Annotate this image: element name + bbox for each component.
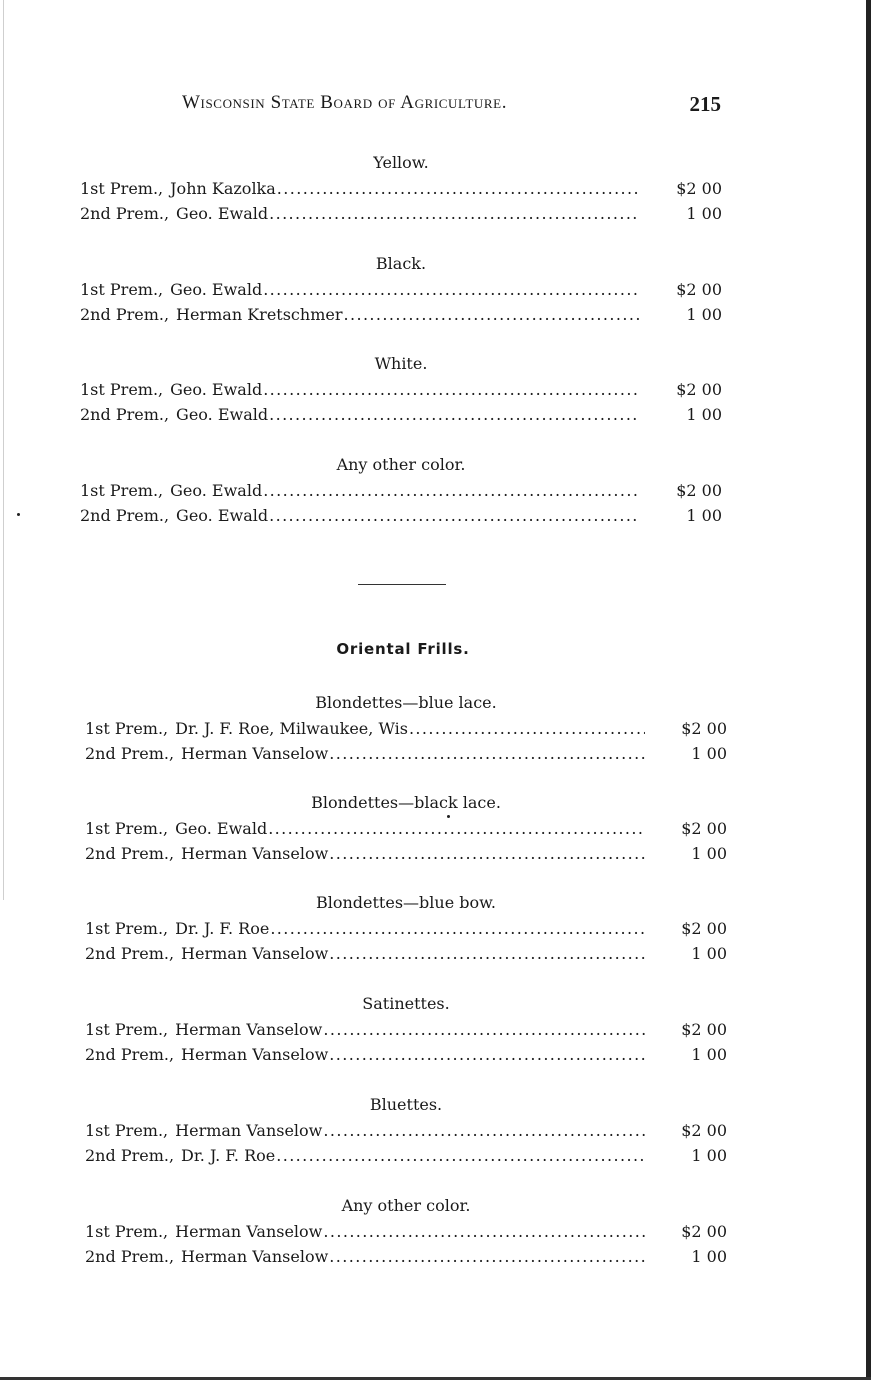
premium-row	[85, 1017, 727, 1042]
premium-rank: 2nd Prem.,	[85, 1146, 175, 1165]
dot-leader	[329, 1244, 645, 1269]
premium-section-black	[80, 251, 722, 327]
dot-leader	[270, 916, 645, 941]
running-title: Wisconsin State Board of Agriculture.	[182, 92, 508, 113]
premium-rank: 2nd Prem.,	[80, 305, 170, 324]
section-heading: Bluettes.	[369, 1095, 443, 1114]
premium-amount: $2 00	[681, 719, 727, 738]
premium-row	[85, 1143, 727, 1168]
premium-row	[80, 201, 722, 226]
premium-row	[80, 402, 722, 427]
premium-winner: Geo. Ewald	[170, 481, 263, 500]
premium-rank: 1st Prem.,	[85, 1121, 169, 1140]
scan-speck	[447, 815, 450, 818]
premium-rank: 2nd Prem.,	[80, 204, 170, 223]
premium-rank: 2nd Prem.,	[80, 405, 170, 424]
section-heading: Satinettes.	[362, 994, 450, 1013]
dot-leader	[269, 402, 640, 427]
section-heading: Any other color.	[336, 455, 466, 474]
premium-row	[85, 816, 727, 841]
premium-amount: 1 00	[686, 305, 722, 324]
section-heading: Blondettes—black lace.	[311, 793, 501, 812]
dot-leader	[276, 1143, 645, 1168]
premium-rank: 2nd Prem.,	[85, 744, 175, 763]
premium-rank: 2nd Prem.,	[85, 1045, 175, 1064]
premium-rank: 1st Prem.,	[80, 179, 164, 198]
dot-leader	[263, 377, 640, 402]
premium-section-any-other-color	[80, 452, 722, 528]
dot-leader	[269, 503, 640, 528]
premium-row	[85, 741, 727, 766]
premium-row	[85, 916, 727, 941]
premium-row	[85, 941, 727, 966]
page-number: 215	[689, 92, 721, 116]
section-divider-rule	[358, 584, 446, 585]
dot-leader	[268, 816, 645, 841]
premium-winner: Dr. J. F. Roe, Milwaukee, Wis	[175, 719, 408, 738]
premium-row	[85, 1244, 727, 1269]
premium-row	[80, 503, 722, 528]
premium-rank: 1st Prem.,	[80, 481, 164, 500]
frills-section-black-lace	[85, 790, 727, 866]
premium-amount: 1 00	[691, 744, 727, 763]
premium-winner: Herman Kretschmer	[176, 305, 343, 324]
premium-amount: 1 00	[686, 204, 722, 223]
frills-section-blue-lace	[85, 690, 727, 766]
premium-rank: 1st Prem.,	[85, 719, 169, 738]
dot-leader	[329, 741, 645, 766]
premium-amount: $2 00	[676, 179, 722, 198]
section-heading: Blondettes—blue bow.	[315, 893, 497, 912]
frills-section-satinettes	[85, 991, 727, 1067]
premium-winner: Geo. Ewald	[175, 819, 268, 838]
premium-amount: 1 00	[686, 405, 722, 424]
premium-row	[85, 716, 727, 741]
premium-amount: 1 00	[691, 1045, 727, 1064]
premium-winner: Herman Vanselow	[175, 1222, 323, 1241]
page-edge-right	[864, 0, 871, 1380]
dot-leader	[323, 1017, 645, 1042]
dot-leader	[329, 941, 645, 966]
section-heading: White.	[374, 354, 428, 373]
dot-leader	[263, 478, 640, 503]
premium-rank: 1st Prem.,	[80, 380, 164, 399]
frills-section-blue-bow	[85, 890, 727, 966]
premium-amount: $2 00	[681, 1222, 727, 1241]
dot-leader	[323, 1219, 645, 1244]
premium-row	[80, 277, 722, 302]
scan-speck	[17, 513, 20, 516]
premium-winner: Herman Vanselow	[181, 1247, 329, 1266]
premium-rank: 2nd Prem.,	[85, 944, 175, 963]
dot-leader	[409, 716, 645, 741]
premium-winner: Geo. Ewald	[176, 506, 269, 525]
premium-amount: 1 00	[691, 944, 727, 963]
dot-leader	[329, 841, 645, 866]
premium-rank: 2nd Prem.,	[85, 1247, 175, 1266]
running-header	[0, 92, 871, 122]
premium-row	[80, 377, 722, 402]
premium-winner: Dr. J. F. Roe	[181, 1146, 276, 1165]
premium-row	[80, 176, 722, 201]
premium-row	[85, 841, 727, 866]
scan-border-line	[3, 0, 4, 900]
dot-leader	[263, 277, 640, 302]
section-heading: Black.	[375, 254, 427, 273]
premium-winner: Herman Vanselow	[181, 744, 329, 763]
premium-amount: $2 00	[681, 819, 727, 838]
premium-rank: 1st Prem.,	[85, 819, 169, 838]
premium-rank: 1st Prem.,	[85, 919, 169, 938]
section-heading: Blondettes—blue lace.	[315, 693, 497, 712]
premium-winner: Geo. Ewald	[176, 204, 269, 223]
premium-rank: 1st Prem.,	[85, 1222, 169, 1241]
section-heading: Yellow.	[373, 153, 429, 172]
frills-section-bluettes	[85, 1092, 727, 1168]
premium-winner: Geo. Ewald	[170, 280, 263, 299]
dot-leader	[277, 176, 640, 201]
section-heading: Any other color.	[341, 1196, 471, 1215]
premium-rank: 1st Prem.,	[80, 280, 164, 299]
premium-amount: 1 00	[686, 506, 722, 525]
premium-winner: Geo. Ewald	[176, 405, 269, 424]
premium-amount: $2 00	[676, 380, 722, 399]
premium-winner: John Kazolka	[170, 179, 276, 198]
premium-row	[85, 1118, 727, 1143]
premium-row	[80, 302, 722, 327]
frills-section-any-other-color	[85, 1193, 727, 1269]
premium-winner: Dr. J. F. Roe	[175, 919, 270, 938]
premium-amount: 1 00	[691, 1247, 727, 1266]
premium-row	[85, 1219, 727, 1244]
premium-winner: Geo. Ewald	[170, 380, 263, 399]
premium-rank: 1st Prem.,	[85, 1020, 169, 1039]
premium-row	[85, 1042, 727, 1067]
premium-rank: 2nd Prem.,	[80, 506, 170, 525]
oriental-frills-title: Oriental Frills.	[336, 640, 470, 658]
premium-amount: $2 00	[681, 919, 727, 938]
dot-leader	[323, 1118, 645, 1143]
premium-amount: 1 00	[691, 1146, 727, 1165]
premium-row	[80, 478, 722, 503]
premium-section-white	[80, 351, 722, 427]
premium-winner: Herman Vanselow	[175, 1020, 323, 1039]
premium-winner: Herman Vanselow	[181, 1045, 329, 1064]
premium-amount: 1 00	[691, 844, 727, 863]
premium-amount: $2 00	[676, 481, 722, 500]
premium-section-yellow	[80, 150, 722, 226]
dot-leader	[343, 302, 640, 327]
premium-amount: $2 00	[681, 1121, 727, 1140]
dot-leader	[329, 1042, 645, 1067]
premium-amount: $2 00	[681, 1020, 727, 1039]
dot-leader	[269, 201, 640, 226]
premium-rank: 2nd Prem.,	[85, 844, 175, 863]
premium-winner: Herman Vanselow	[181, 844, 329, 863]
premium-amount: $2 00	[676, 280, 722, 299]
premium-winner: Herman Vanselow	[175, 1121, 323, 1140]
premium-winner: Herman Vanselow	[181, 944, 329, 963]
